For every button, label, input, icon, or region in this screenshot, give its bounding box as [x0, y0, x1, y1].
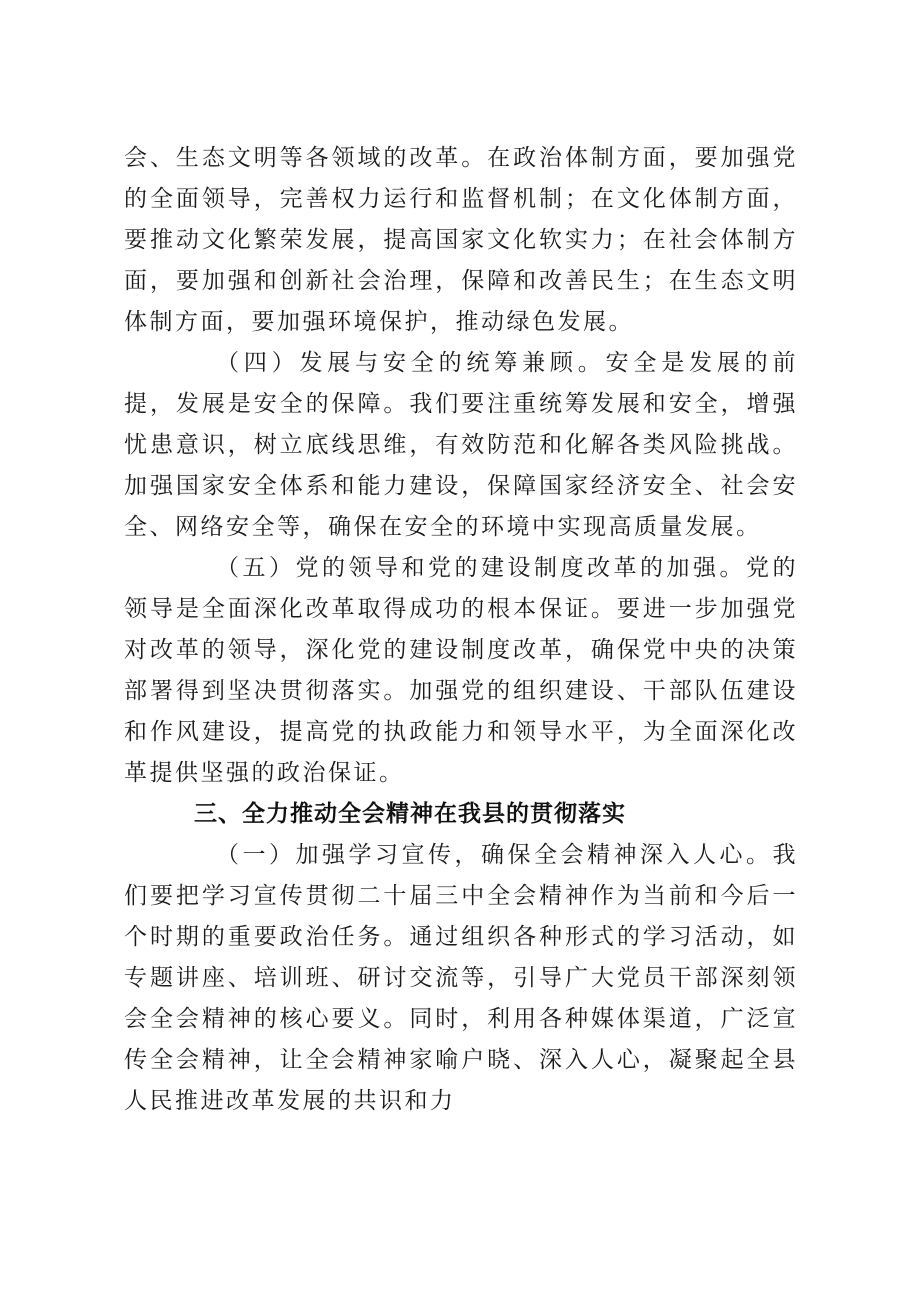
paragraph-section-one: （一）加强学习宣传，确保全会精神深入人心。我们要把学习宣传贯彻二十届三中全会精神作为当前和今后一个时期的重要政治任务。通过组织各种形式的学习活动，如专题讲座、培训班、研讨交流等，引导广大党员干部深刻领会全会精神的核心要义。同时，利用各种媒体渠道，广泛宣传全会精神，让全会精神家喻户晓、深入人心，凝聚起全县人民推进改革发展的共识和力 — [124, 842, 798, 1114]
paragraph-section-four: （四）发展与安全的统筹兼顾。安全是发展的前提，发展是安全的保障。我们要注重统筹发展和安全，增强忧患意识，树立底线思维，有效防范和化解各类风险挑战。加强国家安全体系和能力建设，保障国家经济安全、社会安全、网络安全等，确保在安全的环境中实现高质量发展。 — [124, 350, 798, 540]
paragraph-section-five: （五）党的领导和党的建设制度改革的加强。党的领导是全面深化改革取得成功的根本保证。要进一步加强党对改革的领导，深化党的建设制度改革，确保党中央的决策部署得到坚决贯彻落实。加强党的组织建设、干部队伍建设和作风建设，提高党的执政能力和领导水平，为全面深化改革提供坚强的政治保证。 — [124, 555, 798, 786]
section-heading: 三、全力推动全会精神在我县的贯彻落实 — [194, 801, 626, 827]
paragraph-continuation: 会、生态文明等各领域的改革。在政治体制方面，要加强党的全面领导，完善权力运行和监督机制；在文化体制方面，要推动文化繁荣发展，提高国家文化软实力；在社会体制方面，要加强和创新社会治理，保障和改善民生；在生态文明体制方面，要加强环境保护，推动绿色发展。 — [124, 145, 798, 335]
document-body — [124, 138, 798, 1122]
